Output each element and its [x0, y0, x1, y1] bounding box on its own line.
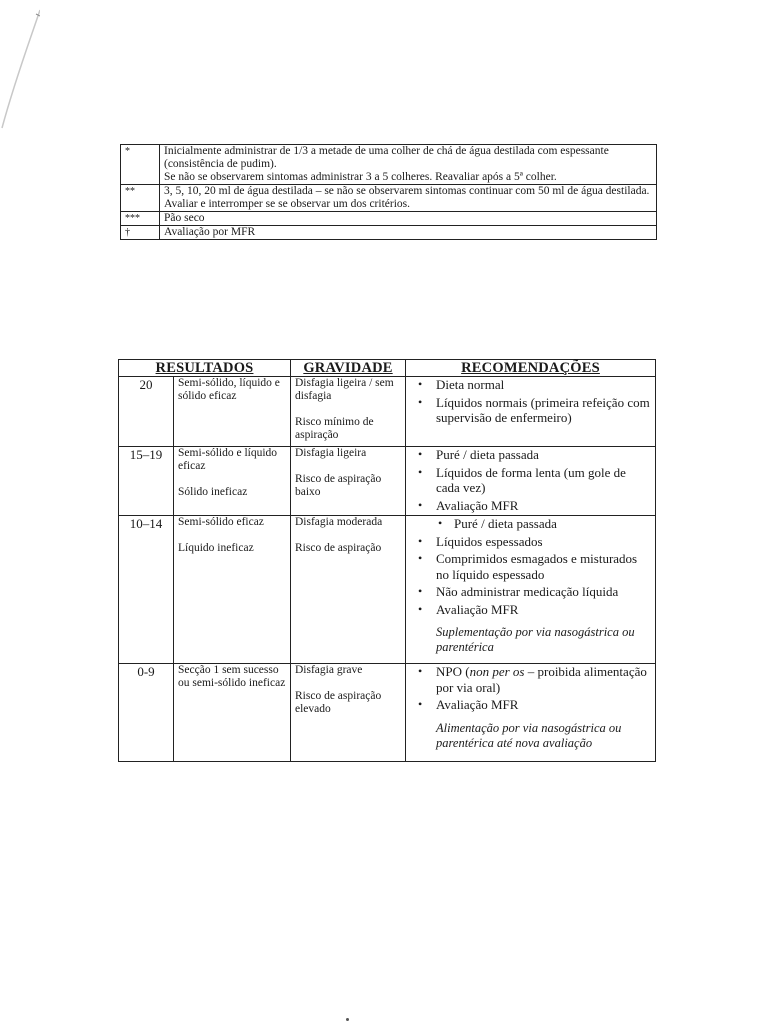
result-text: Líquido ineficaz: [178, 542, 254, 554]
severity-cell: [291, 516, 406, 664]
header-recomendacoes: RECOMENDAÇÕES: [406, 360, 656, 377]
list-item: • Avaliação MFR: [410, 602, 651, 618]
recommendations-cell: [406, 447, 656, 516]
header-resultados: RESULTADOS: [119, 360, 291, 377]
score-cell: 20: [119, 377, 174, 447]
table-row: [119, 447, 656, 516]
list-item: • Líquidos normais (primeira refeição com supervisão de enfermeiro): [410, 395, 651, 426]
note-text: Se não se observarem sintomas administrar 3 a 5 colheres. Reavaliar após a 5ª colher.: [164, 171, 557, 183]
note-text: Pão seco: [164, 212, 205, 224]
risk-text: Risco de aspiração baixo: [295, 473, 382, 498]
scan-edge-artifact: [0, 0, 40, 130]
supplementation-note: Suplementação por via nasogástrica ou parentérica: [436, 625, 635, 654]
scan-speck: [346, 1018, 349, 1021]
result-text: Semi-sólido, líquido e sólido eficaz: [178, 377, 280, 402]
risk-text: Risco de aspiração elevado: [295, 690, 382, 715]
severity-cell: [291, 377, 406, 447]
list-item: • Dieta normal: [410, 377, 651, 393]
notes-table: [120, 144, 657, 240]
note-mark: **: [121, 185, 160, 212]
header-gravidade: GRAVIDADE: [291, 360, 406, 377]
note-row: [121, 212, 657, 226]
note-text: 3, 5, 10, 20 ml de água destilada – se não se observarem sintomas continuar com 50 ml de água destilada. Avaliar e interromper se se observar um dos critérios.: [164, 185, 650, 210]
risk-text: Risco mínimo de aspiração: [295, 416, 374, 441]
feeding-note: Alimentação por via nasogástrica ou parentérica até nova avaliação: [436, 720, 622, 750]
note-mark: †: [121, 226, 160, 240]
npo-italic: non per os: [469, 664, 525, 679]
score-cell: 15–19: [119, 447, 174, 516]
result-text: Secção 1 sem sucesso ou semi-sólido ineficaz: [178, 664, 286, 689]
recommendations-cell: [406, 377, 656, 447]
list-item: • Avaliação MFR: [410, 697, 651, 713]
table-row: [119, 516, 656, 664]
note-text: Inicialmente administrar de 1/3 a metade de uma colher de chá de água destilada com espessante (consistência de pudim).: [164, 145, 609, 170]
note-row: [121, 185, 657, 212]
result-cell: [174, 447, 291, 516]
list-item: • Líquidos espessados: [410, 534, 651, 550]
results-table: [118, 359, 656, 762]
severity-text: Disfagia grave: [295, 664, 363, 676]
risk-text: Risco de aspiração: [295, 542, 382, 554]
table-row: [119, 664, 656, 762]
severity-text: Disfagia ligeira: [295, 447, 367, 459]
note-mark: *: [121, 145, 160, 185]
score-cell: 0-9: [119, 664, 174, 762]
result-text: Semi-sólido e líquido eficaz: [178, 447, 278, 472]
list-item: • Puré / dieta passada: [410, 516, 651, 532]
severity-cell: [291, 447, 406, 516]
list-item: [410, 664, 651, 695]
result-text: Sólido ineficaz: [178, 486, 248, 498]
note-row: [121, 226, 657, 240]
list-item: • Avaliação MFR: [410, 498, 651, 514]
list-item: • Comprimidos esmagados e misturados no líquido espessado: [410, 551, 651, 582]
npo-prefix: NPO (: [436, 664, 470, 679]
list-item: • Líquidos de forma lenta (um gole de cada vez): [410, 465, 651, 496]
note-mark: ***: [121, 212, 160, 226]
result-cell: [174, 516, 291, 664]
list-item: • Puré / dieta passada: [410, 447, 651, 463]
list-item: • Não administrar medicação líquida: [410, 584, 651, 600]
npo-suffix: – proibida alimentação por via oral): [436, 664, 647, 695]
recommendations-cell: [406, 664, 656, 762]
result-cell: [174, 377, 291, 447]
results-header-row: [119, 360, 656, 377]
recommendations-cell: [406, 516, 656, 664]
table-row: [119, 377, 656, 447]
score-cell: 10–14: [119, 516, 174, 664]
result-text: Semi-sólido eficaz: [178, 516, 264, 528]
severity-cell: [291, 664, 406, 762]
severity-text: Disfagia ligeira / sem disfagia: [295, 377, 394, 402]
result-cell: [174, 664, 291, 762]
note-text: Avaliação por MFR: [164, 226, 256, 238]
severity-text: Disfagia moderada: [295, 516, 383, 528]
note-row: [121, 145, 657, 185]
